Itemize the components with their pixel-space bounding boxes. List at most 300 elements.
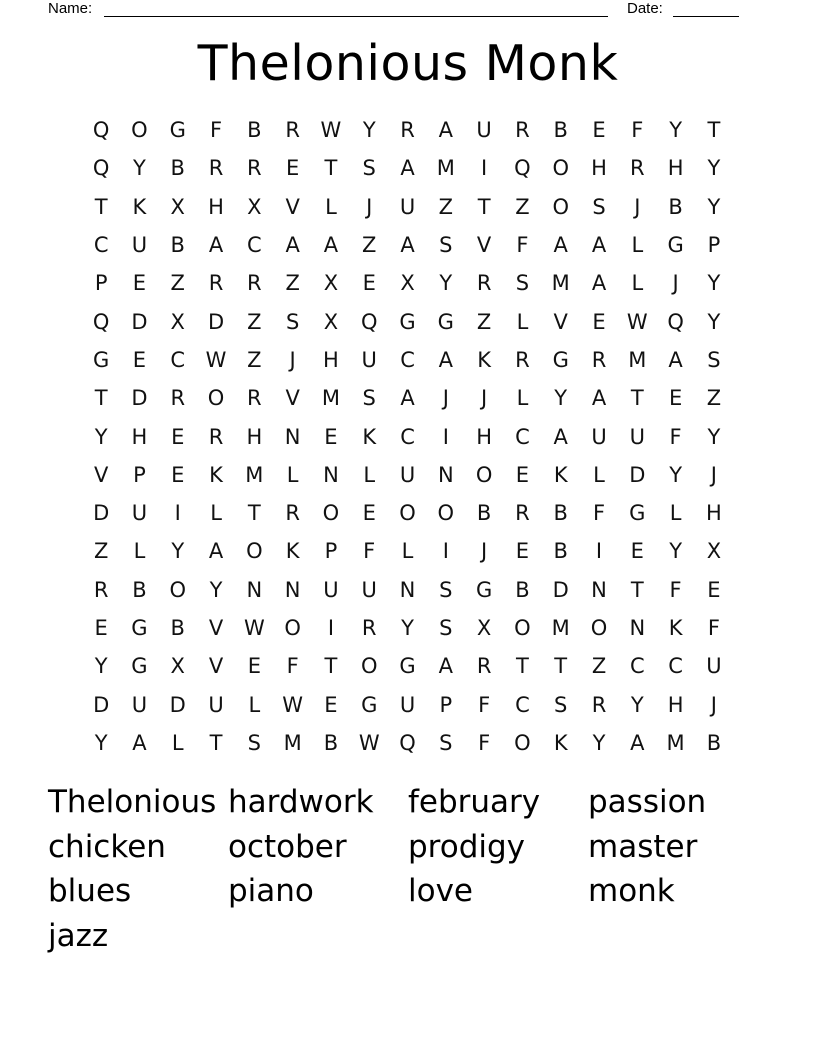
grid-letter[interactable]: R (208, 271, 224, 296)
grid-letter[interactable]: E (171, 462, 185, 487)
grid-letter[interactable]: X (323, 309, 339, 334)
grid-letter[interactable]: G (131, 616, 148, 640)
grid-letter[interactable]: S (515, 271, 530, 296)
grid-letter[interactable]: E (324, 692, 338, 717)
grid-letter[interactable]: A (285, 233, 300, 258)
grid-letter[interactable]: F (478, 692, 491, 717)
grid-letter[interactable]: F (592, 501, 606, 526)
grid-letter[interactable]: O (169, 577, 186, 602)
grid-letter[interactable]: L (171, 730, 184, 755)
grid-letter[interactable]: R (591, 692, 607, 717)
grid-letter[interactable]: E (592, 118, 606, 143)
grid-letter[interactable]: G (437, 309, 454, 334)
grid-letter[interactable]: Q (360, 309, 378, 334)
grid-letter[interactable]: F (363, 539, 376, 564)
grid-letter[interactable]: J (672, 271, 679, 296)
grid-letter[interactable]: H (591, 156, 607, 181)
grid-letter[interactable]: W (626, 309, 648, 334)
grid-letter[interactable]: N (246, 577, 263, 602)
grid-letter[interactable]: R (93, 577, 109, 602)
grid-letter[interactable]: Y (94, 730, 108, 755)
grid-letter[interactable]: Y (362, 118, 376, 143)
grid-letter[interactable]: D (93, 692, 110, 717)
grid-letter[interactable]: F (631, 118, 644, 143)
grid-letter[interactable]: I (442, 539, 449, 564)
grid-letter[interactable]: B (668, 194, 683, 219)
grid-letter[interactable]: D (131, 386, 148, 411)
grid-letter[interactable]: C (515, 424, 530, 449)
grid-letter[interactable]: S (439, 616, 453, 640)
grid-letter[interactable]: J (710, 462, 717, 487)
date-field-line[interactable] (673, 0, 739, 17)
grid-letter[interactable]: A (438, 118, 453, 143)
grid-letter[interactable]: V (476, 233, 492, 258)
grid-letter[interactable]: Z (247, 347, 262, 372)
grid-letter[interactable]: G (629, 501, 646, 526)
grid-letter[interactable]: E (592, 309, 606, 334)
grid-letter[interactable]: A (400, 156, 415, 181)
grid-letter[interactable]: R (476, 271, 492, 296)
grid-letter[interactable]: Y (439, 271, 453, 296)
grid-letter[interactable]: T (209, 730, 223, 755)
grid-letter[interactable]: O (514, 730, 531, 755)
grid-letter[interactable]: Y (707, 309, 721, 334)
grid-letter[interactable]: M (436, 156, 455, 181)
grid-letter[interactable]: T (516, 654, 529, 679)
grid-letter[interactable]: E (515, 462, 530, 487)
grid-letter[interactable]: I (442, 424, 449, 449)
grid-letter[interactable]: N (399, 577, 416, 602)
grid-letter[interactable]: R (247, 386, 262, 411)
letter-grid (82, 111, 733, 762)
grid-letter[interactable]: Z (362, 233, 377, 258)
grid-letter[interactable]: V (93, 462, 109, 487)
date-label: Date: (627, 0, 663, 17)
grid-letter[interactable]: Z (247, 309, 262, 334)
grid-letter[interactable]: L (210, 501, 222, 526)
grid-letter[interactable]: D (169, 692, 186, 717)
grid-letter[interactable]: Z (591, 654, 607, 679)
grid-letter[interactable]: T (630, 577, 644, 602)
grid-letter[interactable]: I (174, 501, 181, 526)
grid-letter[interactable]: H (246, 424, 263, 449)
grid-letter[interactable]: T (554, 654, 568, 679)
grid-letter[interactable]: B (170, 233, 185, 258)
grid-letter[interactable]: S (439, 730, 453, 755)
grid-letter[interactable]: O (360, 654, 378, 679)
grid-letter[interactable]: K (132, 194, 147, 219)
grid-letter[interactable]: S (362, 156, 376, 181)
grid-letter[interactable]: B (323, 730, 339, 755)
grid-letter[interactable]: L (401, 539, 414, 564)
grid-letter[interactable]: R (591, 347, 607, 372)
grid-letter[interactable]: B (132, 577, 147, 602)
grid-letter[interactable]: E (247, 654, 261, 679)
grid-letter[interactable]: L (286, 462, 299, 487)
grid-letter[interactable]: S (247, 730, 261, 755)
grid-letter[interactable]: E (132, 347, 147, 372)
grid-letter[interactable]: L (516, 386, 529, 411)
grid-letter[interactable]: O (437, 501, 455, 526)
grid-letter[interactable]: Q (92, 309, 110, 334)
grid-letter[interactable]: X (170, 654, 185, 679)
grid-letter[interactable]: P (439, 692, 453, 717)
grid-letter[interactable]: X (400, 271, 415, 296)
grid-letter[interactable]: L (248, 692, 261, 717)
grid-letter[interactable]: Y (401, 616, 414, 640)
grid-letter[interactable]: L (363, 462, 376, 487)
grid-letter[interactable]: M (283, 730, 302, 755)
grid-letter[interactable]: U (706, 654, 722, 679)
grid-letter[interactable]: S (285, 309, 300, 334)
grid-letter[interactable]: U (131, 692, 148, 717)
grid-letter[interactable]: J (710, 692, 717, 717)
grid-letter[interactable]: D (131, 309, 148, 334)
grid-letter[interactable]: R (170, 386, 186, 411)
grid-letter[interactable]: H (667, 156, 684, 181)
grid-letter[interactable]: V (208, 654, 224, 679)
grid-letter[interactable]: U (591, 424, 607, 449)
grid-letter[interactable]: A (553, 233, 568, 258)
grid-letter[interactable]: J (442, 386, 449, 411)
grid-letter[interactable]: L (669, 501, 682, 526)
grid-letter[interactable]: H (323, 347, 339, 372)
grid-letter[interactable]: O (246, 539, 263, 564)
grid-letter[interactable]: O (131, 118, 148, 143)
grid-letter[interactable]: J (634, 194, 641, 219)
grid-letter[interactable]: F (707, 616, 720, 640)
grid-letter[interactable]: M (551, 616, 570, 640)
grid-letter[interactable]: V (285, 194, 300, 219)
grid-letter[interactable]: G (475, 577, 493, 602)
grid-letter[interactable]: X (247, 194, 262, 219)
grid-letter[interactable]: J (481, 539, 488, 564)
grid-letter[interactable]: Z (438, 194, 454, 219)
grid-letter[interactable]: W (282, 692, 304, 717)
grid-letter[interactable]: R (285, 501, 300, 526)
grid-letter[interactable]: S (439, 577, 453, 602)
word-list-item: prodigy (408, 828, 526, 865)
grid-letter[interactable]: Q (514, 156, 531, 181)
grid-letter[interactable]: G (552, 347, 569, 372)
grid-letter[interactable]: A (438, 347, 453, 372)
grid-letter[interactable]: O (399, 501, 416, 526)
grid-letter[interactable]: S (592, 194, 606, 219)
grid-letter[interactable]: T (324, 654, 338, 679)
grid-letter[interactable]: O (322, 501, 340, 526)
grid-letter[interactable]: J (366, 194, 373, 219)
grid-letter[interactable]: Y (554, 386, 568, 411)
grid-letter[interactable]: E (285, 156, 300, 181)
name-field-line[interactable] (104, 0, 608, 17)
grid-letter[interactable]: K (477, 347, 491, 372)
grid-letter[interactable]: B (515, 577, 530, 602)
grid-letter[interactable]: F (669, 577, 682, 602)
grid-letter[interactable]: N (591, 577, 607, 602)
grid-letter[interactable]: M (628, 347, 647, 372)
grid-letter[interactable]: L (631, 271, 644, 296)
grid-letter[interactable]: J (481, 386, 488, 411)
grid-letter[interactable]: M (321, 386, 340, 411)
grid-letter[interactable]: T (324, 156, 338, 181)
word-list (48, 780, 768, 959)
grid-letter[interactable]: C (668, 654, 683, 679)
grid-letter[interactable]: A (400, 233, 415, 258)
grid-letter[interactable]: H (476, 424, 493, 449)
grid-letter[interactable]: K (668, 616, 683, 640)
grid-letter[interactable]: I (481, 156, 488, 181)
grid-letter[interactable]: Y (592, 730, 606, 755)
grid-letter[interactable]: F (516, 233, 529, 258)
grid-letter[interactable]: C (629, 654, 645, 679)
grid-letter[interactable]: W (243, 616, 265, 640)
grid-letter[interactable]: M (245, 462, 264, 487)
grid-letter[interactable]: U (399, 692, 416, 717)
grid-letter[interactable]: E (171, 424, 185, 449)
grid-letter[interactable]: W (205, 347, 227, 372)
grid-letter[interactable]: O (552, 156, 569, 181)
grid-letter[interactable]: W (358, 730, 380, 755)
grid-letter[interactable]: G (93, 347, 110, 372)
grid-letter[interactable]: Y (707, 156, 721, 181)
grid-letter[interactable]: R (515, 118, 530, 143)
grid-letter[interactable]: O (590, 616, 608, 640)
grid-letter[interactable]: C (93, 233, 109, 258)
grid-letter[interactable]: A (208, 539, 224, 564)
grid-letter[interactable]: B (247, 118, 262, 143)
grid-letter[interactable]: Q (92, 156, 110, 181)
grid-letter[interactable]: T (94, 194, 108, 219)
grid-letter[interactable]: P (133, 462, 146, 487)
grid-letter[interactable]: Y (94, 654, 108, 679)
grid-letter[interactable]: D (629, 462, 646, 487)
grid-letter[interactable]: E (362, 501, 376, 526)
grid-letter[interactable]: Q (92, 118, 110, 143)
grid-letter[interactable]: Y (707, 271, 721, 296)
grid-letter[interactable]: Y (133, 156, 146, 181)
grid-letter[interactable]: T (630, 386, 644, 411)
grid-letter[interactable]: E (132, 271, 147, 296)
grid-letter[interactable]: U (208, 692, 224, 717)
grid-letter[interactable]: G (131, 654, 148, 679)
grid-letter[interactable]: E (515, 539, 530, 564)
grid-letter[interactable]: H (667, 692, 684, 717)
word-list-item: Thelonious (48, 784, 217, 820)
grid-letter[interactable]: R (247, 271, 262, 296)
grid-letter[interactable]: C (170, 347, 186, 372)
grid-letter[interactable]: R (361, 616, 377, 640)
grid-letter[interactable]: Z (93, 539, 109, 564)
grid-letter[interactable]: O (514, 616, 531, 640)
grid-letter[interactable]: D (93, 501, 110, 526)
grid-letter[interactable]: M (551, 271, 570, 296)
grid-letter[interactable]: B (476, 501, 492, 526)
grid-letter[interactable]: C (400, 347, 415, 372)
grid-letter[interactable]: R (247, 156, 262, 181)
grid-letter[interactable]: C (515, 692, 530, 717)
grid-letter[interactable]: S (707, 347, 721, 372)
grid-letter[interactable]: Y (94, 424, 108, 449)
grid-letter[interactable]: B (553, 501, 568, 526)
grid-letter[interactable]: U (399, 194, 416, 219)
grid-letter[interactable]: J (289, 347, 296, 372)
grid-letter[interactable]: S (554, 692, 568, 717)
grid-letter[interactable]: K (553, 462, 568, 487)
grid-letter[interactable]: Y (707, 194, 721, 219)
grid-letter[interactable]: A (553, 424, 568, 449)
grid-letter[interactable]: G (361, 692, 378, 717)
grid-letter[interactable]: O (284, 616, 301, 640)
grid-letter[interactable]: Z (515, 194, 530, 219)
grid-letter[interactable]: Z (476, 309, 492, 334)
grid-letter[interactable]: N (284, 577, 301, 602)
grid-letter[interactable]: G (169, 118, 186, 143)
grid-letter[interactable]: A (668, 347, 683, 372)
grid-letter[interactable]: R (515, 347, 530, 372)
word-list-item: october (228, 828, 347, 865)
grid-letter[interactable]: B (170, 156, 185, 181)
grid-letter[interactable]: U (131, 233, 148, 258)
word-list-item: love (408, 873, 473, 910)
grid-letter[interactable]: C (247, 233, 262, 258)
grid-letter[interactable]: E (668, 386, 683, 411)
grid-letter[interactable]: Y (209, 577, 223, 602)
word-list-item: passion (588, 784, 707, 820)
grid-letter[interactable]: B (553, 118, 568, 143)
grid-letter[interactable]: A (323, 233, 339, 258)
grid-letter[interactable]: Z (285, 271, 300, 296)
grid-letter[interactable]: P (324, 539, 338, 564)
grid-letter[interactable]: H (208, 194, 224, 219)
grid-letter[interactable]: U (629, 424, 645, 449)
grid-letter[interactable]: A (630, 730, 645, 755)
grid-letter[interactable]: R (630, 156, 645, 181)
grid-letter[interactable]: T (477, 194, 491, 219)
grid-letter[interactable]: X (323, 271, 339, 296)
grid-letter[interactable]: Y (669, 118, 683, 143)
grid-letter[interactable]: O (207, 386, 225, 411)
grid-letter[interactable]: A (208, 233, 224, 258)
grid-letter[interactable]: W (320, 118, 342, 143)
grid-letter[interactable]: P (707, 233, 721, 258)
grid-letter[interactable]: E (707, 577, 721, 602)
grid-letter[interactable]: T (707, 118, 721, 143)
grid-letter[interactable]: V (208, 616, 224, 640)
grid-letter[interactable]: Q (667, 309, 684, 334)
grid-letter[interactable]: L (325, 194, 337, 219)
grid-letter[interactable]: N (629, 616, 646, 640)
grid-letter[interactable]: S (362, 386, 376, 411)
grid-letter[interactable]: E (630, 539, 644, 564)
grid-letter[interactable]: A (591, 271, 607, 296)
grid-letter[interactable]: E (362, 271, 376, 296)
grid-letter[interactable]: Y (669, 462, 683, 487)
grid-letter[interactable]: N (284, 424, 301, 449)
grid-letter[interactable]: A (591, 386, 607, 411)
grid-letter[interactable]: A (591, 233, 607, 258)
grid-letter[interactable]: E (324, 424, 338, 449)
grid-letter[interactable]: X (170, 194, 185, 219)
grid-letter[interactable]: L (593, 462, 605, 487)
grid-letter[interactable]: D (207, 309, 225, 334)
grid-letter[interactable]: U (399, 462, 416, 487)
name-label: Name: (48, 0, 93, 17)
grid-letter[interactable]: I (327, 616, 335, 640)
grid-letter[interactable]: A (438, 654, 453, 679)
grid-letter[interactable]: X (170, 309, 185, 334)
grid-letter[interactable]: O (552, 194, 569, 219)
grid-letter[interactable]: K (285, 539, 300, 564)
grid-letter[interactable]: U (476, 118, 492, 143)
grid-letter[interactable]: Y (707, 424, 721, 449)
grid-letter[interactable]: L (631, 233, 644, 258)
grid-letter[interactable]: I (595, 539, 603, 564)
grid-letter[interactable]: B (553, 539, 568, 564)
grid-letter[interactable]: Q (399, 730, 416, 755)
grid-letter[interactable]: T (94, 386, 108, 411)
grid-letter[interactable]: M (666, 730, 685, 755)
grid-letter[interactable]: L (133, 539, 146, 564)
grid-letter[interactable]: Z (170, 271, 185, 296)
grid-letter[interactable]: C (400, 424, 415, 449)
grid-letter[interactable]: T (247, 501, 261, 526)
grid-letter[interactable]: R (285, 118, 300, 143)
grid-letter[interactable]: R (208, 424, 224, 449)
grid-letter[interactable]: F (478, 730, 491, 755)
grid-letter[interactable]: K (553, 730, 568, 755)
grid-letter[interactable]: A (132, 730, 147, 755)
grid-letter[interactable]: G (399, 654, 416, 679)
grid-letter[interactable]: H (131, 424, 148, 449)
grid-letter[interactable]: H (706, 501, 722, 526)
grid-letter[interactable]: V (285, 386, 300, 411)
grid-letter[interactable]: Y (171, 539, 185, 564)
grid-letter[interactable]: Y (630, 692, 644, 717)
grid-letter[interactable]: R (476, 654, 492, 679)
grid-letter[interactable]: D (552, 577, 569, 602)
grid-letter[interactable]: V (553, 309, 568, 334)
grid-letter[interactable]: L (516, 309, 529, 334)
grid-letter[interactable]: X (476, 616, 492, 640)
grid-letter[interactable]: F (286, 654, 299, 679)
grid-letter[interactable]: S (439, 233, 453, 258)
grid-letter[interactable]: R (515, 501, 530, 526)
grid-letter[interactable]: B (706, 730, 722, 755)
grid-letter[interactable]: U (131, 501, 148, 526)
grid-letter[interactable]: E (94, 616, 108, 640)
grid-letter[interactable]: N (323, 462, 339, 487)
grid-letter[interactable]: B (170, 616, 185, 640)
grid-letter[interactable]: N (437, 462, 454, 487)
grid-letter[interactable]: Z (706, 386, 722, 411)
grid-letter[interactable]: F (669, 424, 682, 449)
grid-letter[interactable]: R (400, 118, 415, 143)
grid-letter[interactable]: Y (669, 539, 683, 564)
grid-letter[interactable]: U (361, 347, 377, 372)
grid-letter[interactable]: X (706, 539, 722, 564)
grid-letter[interactable]: F (209, 118, 223, 143)
grid-letter[interactable]: U (323, 577, 339, 602)
grid-letter[interactable]: K (362, 424, 377, 449)
grid-letter[interactable]: G (399, 309, 416, 334)
grid-letter[interactable]: U (361, 577, 377, 602)
grid-letter[interactable]: K (209, 462, 223, 487)
grid-letter[interactable]: G (667, 233, 684, 258)
grid-letter[interactable]: R (208, 156, 224, 181)
grid-letter[interactable]: P (94, 271, 108, 296)
grid-letter[interactable]: A (400, 386, 415, 411)
grid-letter[interactable]: O (475, 462, 493, 487)
